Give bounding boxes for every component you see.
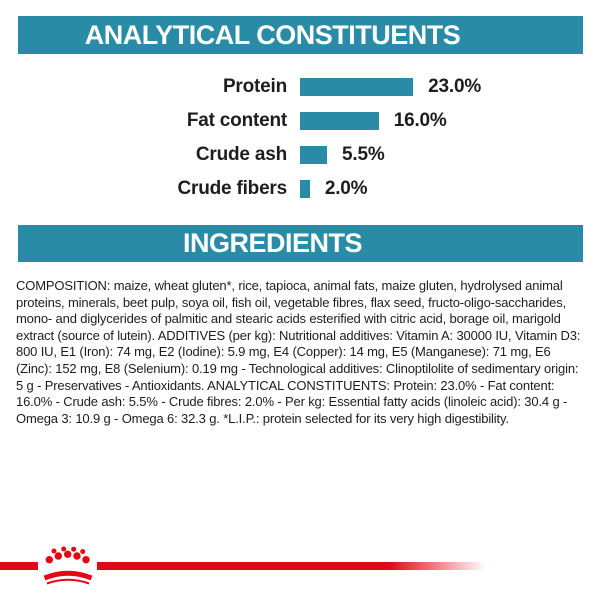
chart-category-label: Protein [222,76,287,97]
red-stripe-right [97,562,486,570]
chart-row [0,138,600,172]
chart-row [0,104,600,138]
chart-row [0,70,600,104]
red-stripe-left [0,562,38,570]
chart-category-label: Crude ash [195,144,287,165]
royal-canin-crown-logo [41,545,97,585]
chart-bar [300,146,327,164]
analytical-constituents-header [18,16,583,54]
chart-value-label: 2.0% [324,178,368,199]
chart-category-label: Fat content [186,110,287,131]
ingredients-title: INGREDIENTS [182,228,363,258]
chart-value-label: 5.5% [342,144,385,165]
chart-value-label: 23.0% [428,76,482,97]
ingredients-header [18,225,583,262]
analytical-constituents-bar-chart [0,70,600,206]
chart-bar [300,112,379,130]
ingredients-paragraph: COMPOSITION: maize, wheat gluten*, rice, tapioca, animal fats, maize gluten, hydrolysed animal proteins, minerals, beet pulp, soya oil, fish oil, vegetable fibres, flax seed, fructo-oligo-saccharides, mono- and diglycerides of palmitic and stearic acids esterified with citric acid, borage oil, marigold extract (source of lutein). ADDITIVES (per kg): Nutritional additives: Vitamin A: 30000 IU, Vitamin D3: 800 IU, E1 (Iron): 74 mg, E2 (Iodine): 5.9 mg, E4 (Copper): 14 mg, E5 (Manganese): 71 mg, E6 (Zinc): 152 mg, E8 (Selenium): 0.19 mg - Technological additives: Clinoptilolite of sedimentary origin: 5 g - Preservatives - Antioxidants. ANALYTICAL CONSTITUENTS: Protein: 23.0% - Fat content: 16.0% - Crude ash: 5.5% - Crude fibres: 2.0% - Per kg: Essential fatty acids (linoleic acid): 30.4 g - Omega 3: 10.9 g - Omega 6: 32.3 g. *L.I.P.: protein selected for its very high digestibility. [16,278,581,426]
analytical-constituents-title: ANALYTICAL CONSTITUENTS [84,19,461,50]
chart-row [0,172,600,206]
chart-bar [300,78,413,96]
chart-bar [300,180,310,198]
chart-value-label: 16.0% [393,110,447,131]
brand-footer [0,540,600,600]
chart-category-label: Crude fibers [177,178,287,199]
